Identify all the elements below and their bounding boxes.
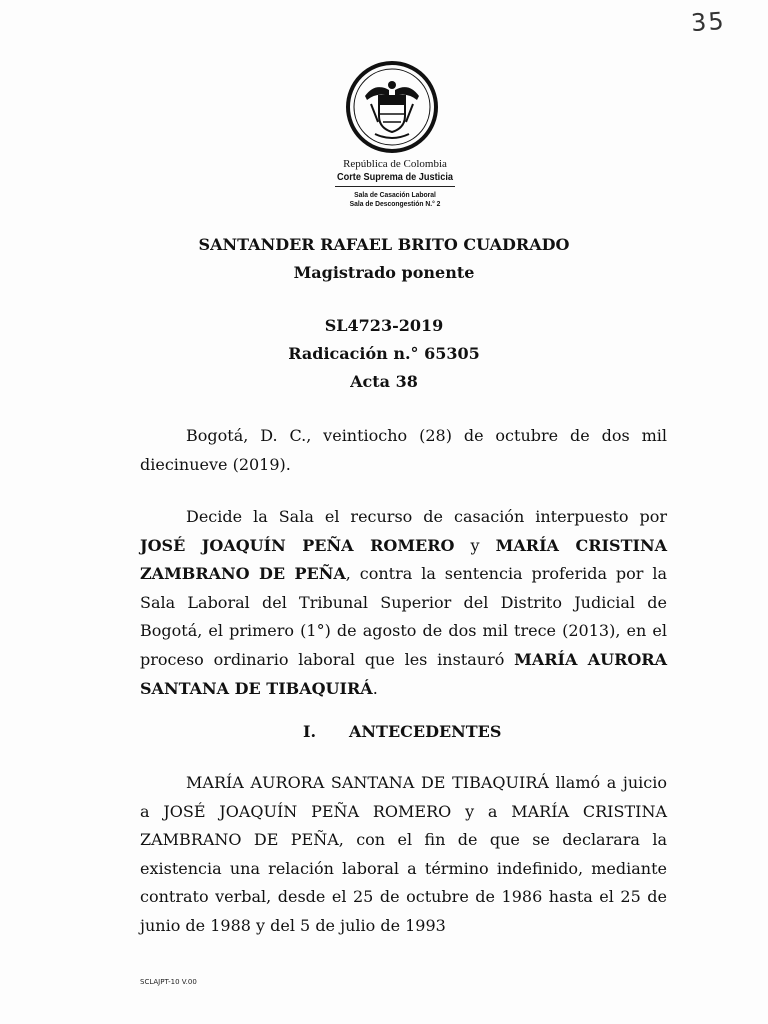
radicacion-number: Radicación n.° 65305: [288, 344, 480, 363]
country-name: República de Colombia: [343, 158, 447, 170]
plaintiff-name: MARÍA AURORA SANTANA DE TIBAQUIRÁ: [140, 649, 668, 698]
magistrate-role: Magistrado ponente: [293, 263, 475, 282]
section-number: I.: [303, 722, 317, 741]
header-divider: [335, 186, 455, 187]
decision-paragraph: [140, 503, 667, 703]
decision-text-2: y: [454, 535, 496, 555]
appellant-2-name: MARÍA CRISTINA ZAMBRANO DE PEÑA: [140, 535, 668, 584]
subchamber-name: Sala de Descongestión N.° 2: [349, 199, 441, 208]
acta-number: Acta 38: [350, 372, 418, 391]
decision-text-1: Decide la Sala el recurso de casación interpuesto por: [186, 507, 667, 526]
magistrate-name: SANTANDER RAFAEL BRITO CUADRADO: [198, 235, 570, 254]
footer-form-code: SCLAJPT-10 V.00: [140, 978, 197, 986]
court-name: Corte Suprema de Justicia: [336, 172, 454, 183]
handwritten-page-number: 35: [690, 6, 727, 38]
court-seal-emblem: [345, 60, 439, 154]
appellant-1-name: JOSÉ JOAQUÍN PEÑA ROMERO: [140, 535, 455, 555]
institution-header: [300, 157, 490, 208]
chamber-name: Sala de Casación Laboral: [354, 190, 436, 199]
section-heading: [303, 722, 501, 741]
decision-text-3: , contra la sentencia proferida por la Sala Laboral del Tribunal Superior del Distrito Judicial de Bogotá, el primero (1°) de agosto de dos mil trece (2013), en el proceso ordinario laboral que les instauró: [140, 564, 668, 669]
antecedentes-paragraph: MARÍA AURORA SANTANA DE TIBAQUIRÁ llamó a juicio a JOSÉ JOAQUÍN PEÑA ROMERO y a MARÍA CRISTINA ZAMBRANO DE PEÑA, con el fin de que se declarara la existencia una relación laboral a término indefinido, mediante contrato verbal, desde el 25 de octubre de 1986 hasta el 25 de junio de 1988 y del 5 de julio de 1993: [140, 773, 667, 935]
section-title: ANTECEDENTES: [349, 722, 502, 741]
decision-text-4: .: [372, 678, 378, 698]
date-paragraph: Bogotá, D. C., veintiocho (28) de octubre de dos mil diecinueve (2019).: [140, 426, 667, 474]
case-code: SL4723-2019: [324, 316, 444, 335]
